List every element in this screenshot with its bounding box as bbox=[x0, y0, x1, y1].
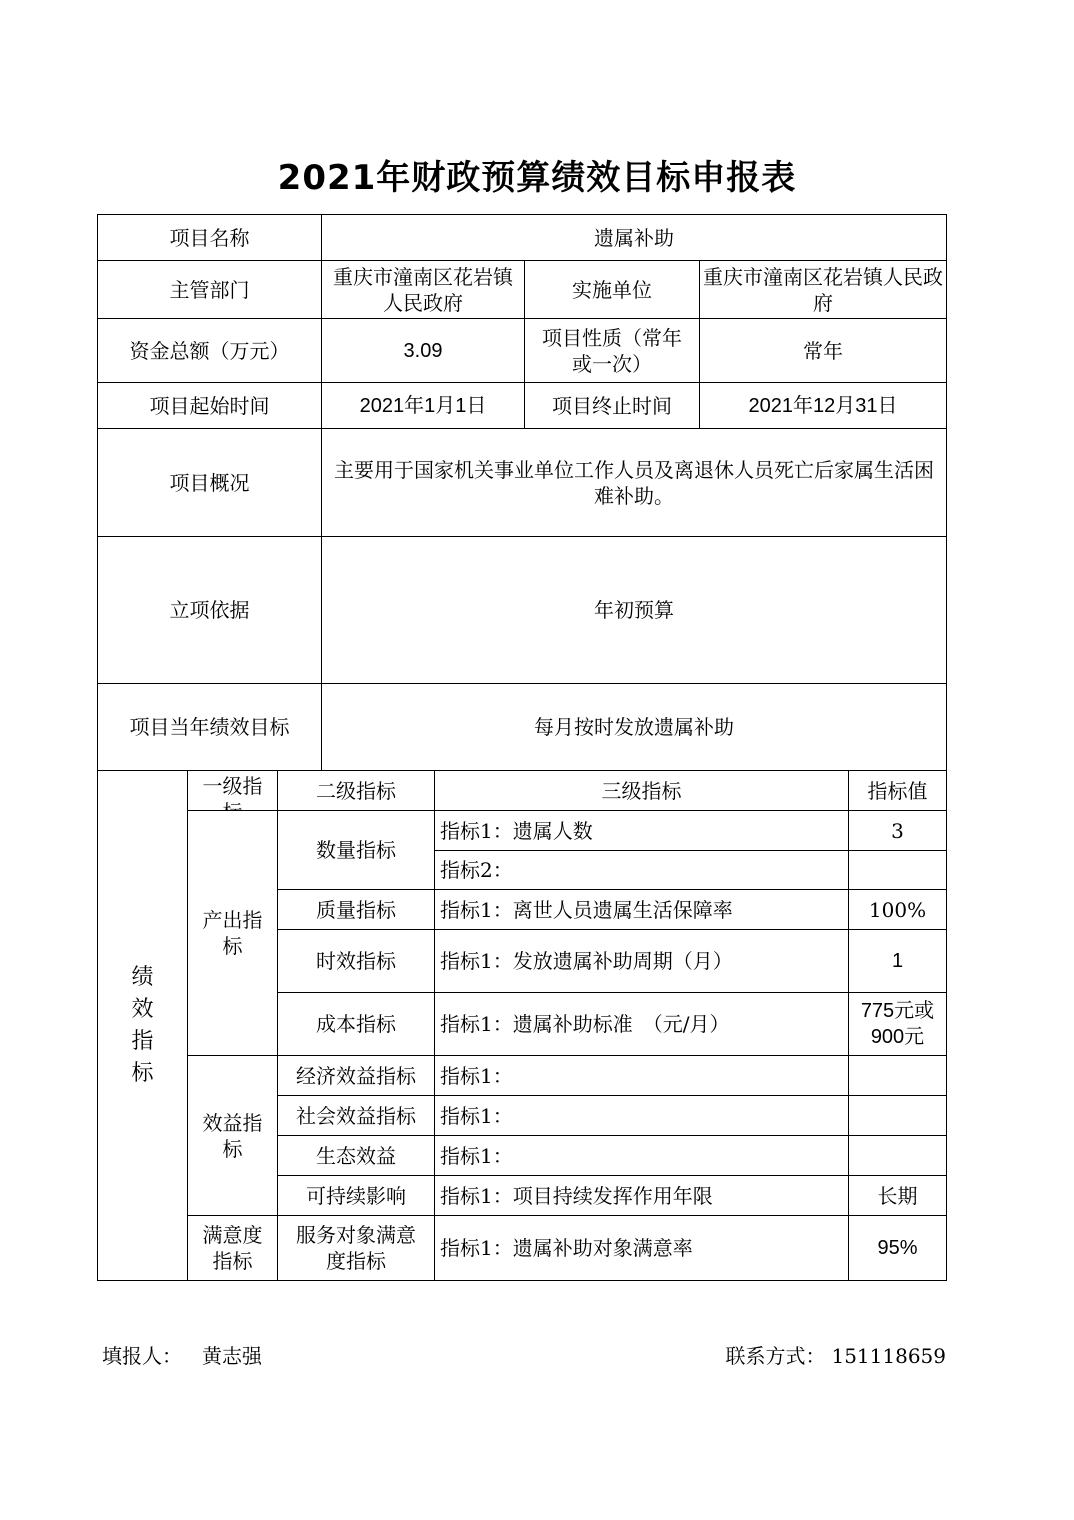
nature-value: 常年 bbox=[699, 318, 947, 383]
dept-label: 主管部门 bbox=[97, 260, 322, 319]
contact-label: 联系方式： bbox=[725, 1344, 826, 1368]
section-char: 指 bbox=[131, 1028, 154, 1054]
header-level3: 三级指标 bbox=[434, 770, 849, 811]
level2-quality: 质量指标 bbox=[277, 889, 435, 930]
value-cell bbox=[848, 1095, 947, 1136]
level2-cost: 成本指标 bbox=[277, 992, 435, 1056]
funds-value: 3.09 bbox=[321, 318, 525, 383]
goal-value: 每月按时发放遗属补助 bbox=[321, 683, 947, 771]
value-cell bbox=[848, 850, 947, 890]
value-cell bbox=[848, 1135, 947, 1176]
level3-cell: 指标1：遗属补助对象满意率 bbox=[434, 1215, 849, 1281]
reporter-name: 黄志强 bbox=[202, 1344, 262, 1368]
level2-economic: 经济效益指标 bbox=[277, 1055, 435, 1096]
reporter-label: 填报人： bbox=[102, 1344, 182, 1368]
overview-label: 项目概况 bbox=[97, 428, 322, 537]
value-cell: 95% bbox=[848, 1215, 947, 1281]
project-name-label: 项目名称 bbox=[97, 214, 322, 261]
performance-table bbox=[97, 214, 947, 1281]
header-level2: 二级指标 bbox=[277, 770, 435, 811]
level3-cell: 指标1：遗属人数 bbox=[434, 810, 849, 851]
project-name-value: 遗属补助 bbox=[321, 214, 947, 261]
overview-value: 主要用于国家机关事业单位工作人员及离退休人员死亡后家属生活困难补助。 bbox=[321, 428, 947, 537]
level2-social: 社会效益指标 bbox=[277, 1095, 435, 1136]
value-cell: 100% bbox=[848, 889, 947, 930]
impl-value: 重庆市潼南区花岩镇人民政府 bbox=[699, 260, 947, 319]
output-indicator-label: 产出指标 bbox=[187, 810, 278, 1056]
level3-cell: 指标1：项目持续发挥作用年限 bbox=[434, 1175, 849, 1216]
section-char: 效 bbox=[131, 996, 154, 1022]
level2-sustainable: 可持续影响 bbox=[277, 1175, 435, 1216]
start-label: 项目起始时间 bbox=[97, 382, 322, 429]
value-cell bbox=[848, 1055, 947, 1096]
page-title: 2021年财政预算绩效目标申报表 bbox=[277, 158, 797, 198]
nature-label: 项目性质（常年或一次） bbox=[524, 318, 700, 383]
basis-label: 立项依据 bbox=[97, 536, 322, 684]
value-cell: 1 bbox=[848, 929, 947, 993]
level3-cell: 指标1： bbox=[434, 1055, 849, 1096]
level2-ecological: 生态效益 bbox=[277, 1135, 435, 1176]
level3-cell: 指标2： bbox=[434, 850, 849, 890]
contact bbox=[725, 1340, 946, 1369]
satisfaction-indicator-label: 满意度指标 bbox=[187, 1215, 278, 1281]
section-char: 标 bbox=[131, 1060, 154, 1086]
value-cell: 3 bbox=[848, 810, 947, 851]
section-char: 绩 bbox=[131, 964, 154, 990]
level3-cell: 指标1： bbox=[434, 1095, 849, 1136]
end-label: 项目终止时间 bbox=[524, 382, 700, 429]
reporter bbox=[102, 1340, 282, 1369]
contact-value: 151118659 bbox=[831, 1344, 946, 1368]
level2-timeliness: 时效指标 bbox=[277, 929, 435, 993]
level3-cell: 指标1：离世人员遗属生活保障率 bbox=[434, 889, 849, 930]
dept-value: 重庆市潼南区花岩镇人民政府 bbox=[321, 260, 525, 319]
benefit-indicator-label: 效益指标 bbox=[187, 1055, 278, 1216]
level3-cell: 指标1：发放遗属补助周期（月） bbox=[434, 929, 849, 993]
level2-quantity: 数量指标 bbox=[277, 810, 435, 890]
indicator-section-label bbox=[97, 770, 188, 1281]
header-value: 指标值 bbox=[848, 770, 947, 811]
start-value: 2021年1月1日 bbox=[321, 382, 525, 429]
level3-cell: 指标1： bbox=[434, 1135, 849, 1176]
value-cell: 长期 bbox=[848, 1175, 947, 1216]
value-cell: 775元或900元 bbox=[848, 992, 947, 1056]
header-level1: 一级指 bbox=[187, 770, 278, 811]
funds-label: 资金总额（万元） bbox=[97, 318, 322, 383]
basis-value: 年初预算 bbox=[321, 536, 947, 684]
goal-label: 项目当年绩效目标 bbox=[97, 683, 322, 771]
end-value: 2021年12月31日 bbox=[699, 382, 947, 429]
impl-label: 实施单位 bbox=[524, 260, 700, 319]
level2-service-satisfaction: 服务对象满意度指标 bbox=[277, 1215, 435, 1281]
level3-cell: 指标1：遗属补助标准 （元/月） bbox=[434, 992, 849, 1056]
